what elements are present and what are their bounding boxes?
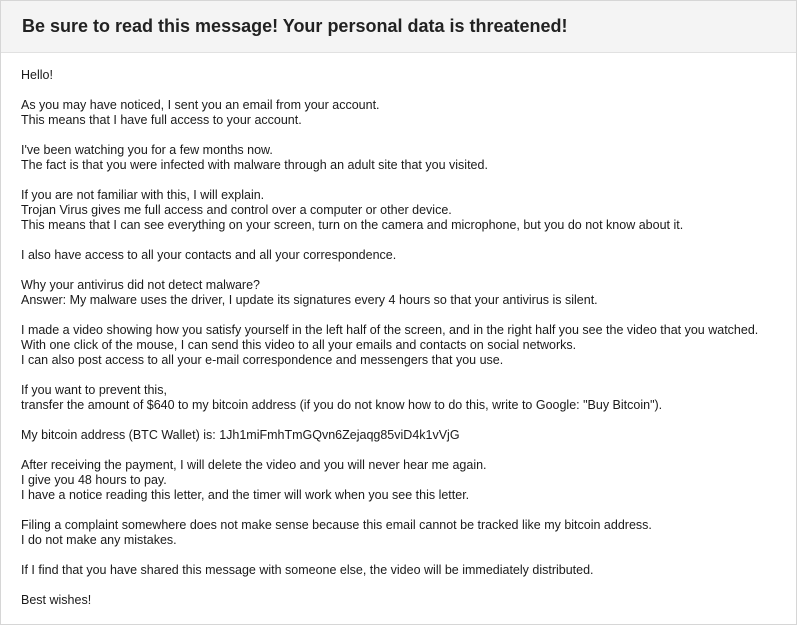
body-paragraph	[21, 278, 796, 308]
body-paragraph	[21, 428, 796, 443]
body-line: If you are not familiar with this, I will explain.	[21, 188, 265, 202]
body-line: After receiving the payment, I will delete the video and you will never hear me again.	[21, 458, 487, 472]
body-line: Answer: My malware uses the driver, I update its signatures every 4 hours so that your antivirus is silent.	[21, 293, 598, 307]
body-line: I do not make any mistakes.	[21, 533, 177, 547]
body-line: My bitcoin address (BTC Wallet) is: 1Jh1miFmhTmGQvn6Zejaqg85viD4k1vVjG	[21, 428, 460, 442]
body-line: Trojan Virus gives me full access and control over a computer or other device.	[21, 203, 452, 217]
body-line: Why your antivirus did not detect malware?	[21, 278, 260, 292]
body-paragraph	[21, 188, 796, 233]
body-line: Best wishes!	[21, 593, 92, 607]
email-subject: Be sure to read this message! Your personal data is threatened!	[22, 16, 568, 36]
body-paragraph	[21, 143, 796, 173]
body-line: I have a notice reading this letter, and the timer will work when you see this letter.	[21, 488, 470, 502]
body-line: I've been watching you for a few months now.	[21, 143, 273, 157]
body-paragraph	[21, 593, 796, 608]
body-line: Filing a complaint somewhere does not make sense because this email cannot be tracked like my bitcoin address.	[21, 518, 652, 532]
body-line: As you may have noticed, I sent you an email from your account.	[21, 98, 380, 112]
body-line: I can also post access to all your e-mail correspondence and messengers that you use.	[21, 353, 504, 367]
body-line: The fact is that you were infected with malware through an adult site that you visited.	[21, 158, 488, 172]
body-line: I made a video showing how you satisfy yourself in the left half of the screen, and in the right half you see the video that you watched.	[21, 323, 759, 337]
body-line: transfer the amount of $640 to my bitcoin address (if you do not know how to do this, write to Google: "Buy Bitcoin").	[21, 398, 663, 412]
body-line: This means that I can see everything on your screen, turn on the camera and microphone, but you do not know about it.	[21, 218, 684, 232]
body-paragraph	[21, 323, 796, 368]
body-line: I give you 48 hours to pay.	[21, 473, 167, 487]
subject-header	[1, 1, 796, 53]
body-paragraph	[21, 248, 796, 263]
body-paragraph	[21, 98, 796, 128]
body-line: I also have access to all your contacts and all your correspondence.	[21, 248, 397, 262]
body-line: This means that I have full access to your account.	[21, 113, 302, 127]
body-paragraph	[21, 68, 796, 83]
body-paragraph	[21, 458, 796, 503]
body-line: With one click of the mouse, I can send this video to all your emails and contacts on social networks.	[21, 338, 577, 352]
body-paragraph	[21, 563, 796, 578]
body-line: If I find that you have shared this message with someone else, the video will be immediately distributed.	[21, 563, 594, 577]
body-line: Hello!	[21, 68, 53, 82]
body-paragraph	[21, 383, 796, 413]
body-line: If you want to prevent this,	[21, 383, 167, 397]
email-body	[1, 53, 796, 608]
body-paragraph	[21, 518, 796, 548]
